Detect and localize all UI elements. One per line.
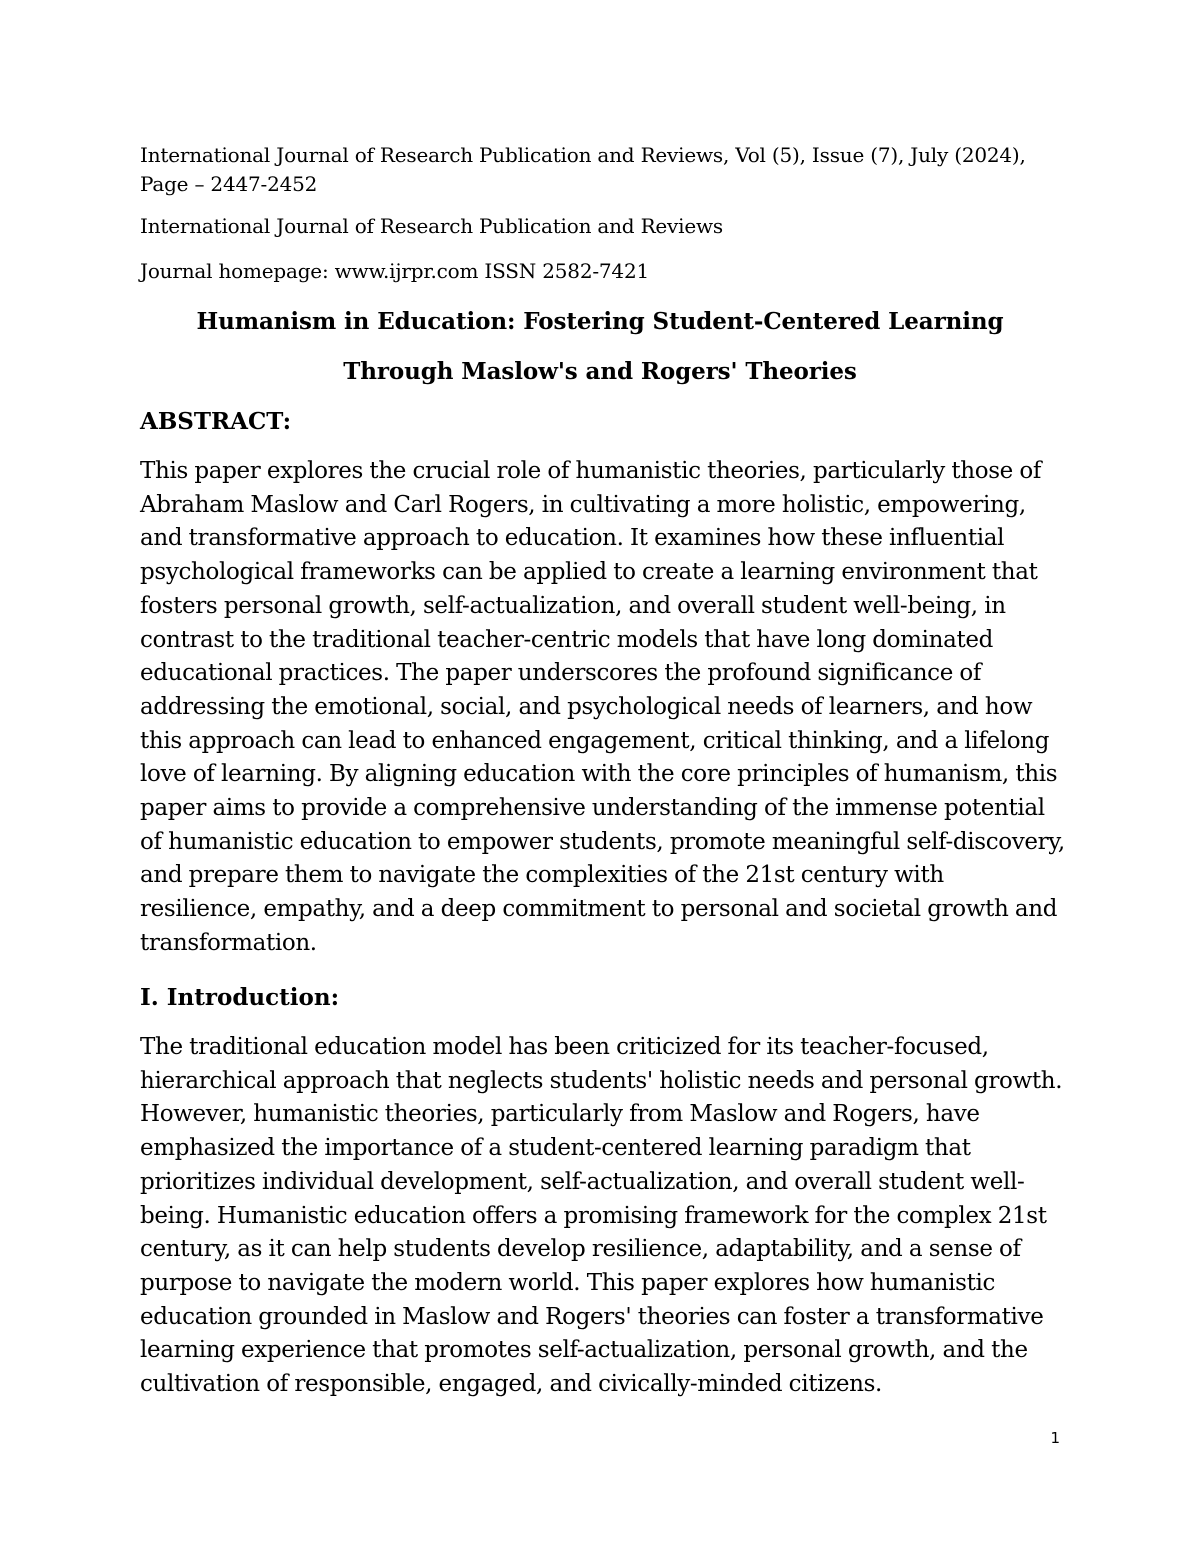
journal-header [140, 141, 1080, 302]
journal-name: International Journal of Research Publication and Reviews [140, 214, 723, 238]
journal-homepage: Journal homepage: www.ijrpr.com ISSN 2582-7421 [140, 259, 649, 283]
citation-line: International Journal of Research Publication and Reviews, Vol (5), Issue (7), July (2024), Page – 2447-2452 [140, 143, 1026, 196]
abstract-heading: ABSTRACT: [140, 408, 292, 435]
page-number: 1 [1050, 1429, 1060, 1447]
introduction-paragraph: The traditional education model has been criticized for its teacher-focused, hierarchical approach that neglects students' holistic needs and personal growth. However, humanistic theories, particularly from Maslow and Rogers, have emphasized the importance of a student-centered learning paradigm that prioritizes individual development, self-actualization, and overall student well-being. Humanistic education offers a promising framework for the complex 21st century, as it can help students develop resilience, adaptability, and a sense of purpose to navigate the modern world. This paper explores how humanistic education grounded in Maslow and Rogers' theories can foster a transformative learning experience that promotes self-actualization, personal growth, and the cultivation of responsible, engaged, and civically-minded citizens. [140, 1034, 1063, 1398]
introduction-heading: I. Introduction: [140, 984, 340, 1011]
paper-title-line-2: Through Maslow's and Rogers' Theories [343, 358, 857, 385]
abstract-paragraph: This paper explores the crucial role of humanistic theories, particularly those of Abraham Maslow and Carl Rogers, in cultivating a more holistic, empowering, and transformative approach to education. It examines how these influential psychological frameworks can be applied to create a learning environment that fosters personal growth, self-actualization, and overall student well-being, in contrast to the traditional teacher-centric models that have long dominated educational practices. The paper underscores the profound significance of addressing the emotional, social, and psychological needs of learners, and how this approach can lead to enhanced engagement, critical thinking, and a lifelong love of learning. By aligning education with the core principles of humanism, this paper aims to provide a comprehensive understanding of the immense potential of humanistic education to empower students, promote meaningful self-discovery, and prepare them to navigate the complexities of the 21st century with resilience, empathy, and a deep commitment to personal and societal growth and transformation. [140, 458, 1065, 956]
paper-title-line-1: Humanism in Education: Fostering Student-Centered Learning [196, 308, 1004, 335]
